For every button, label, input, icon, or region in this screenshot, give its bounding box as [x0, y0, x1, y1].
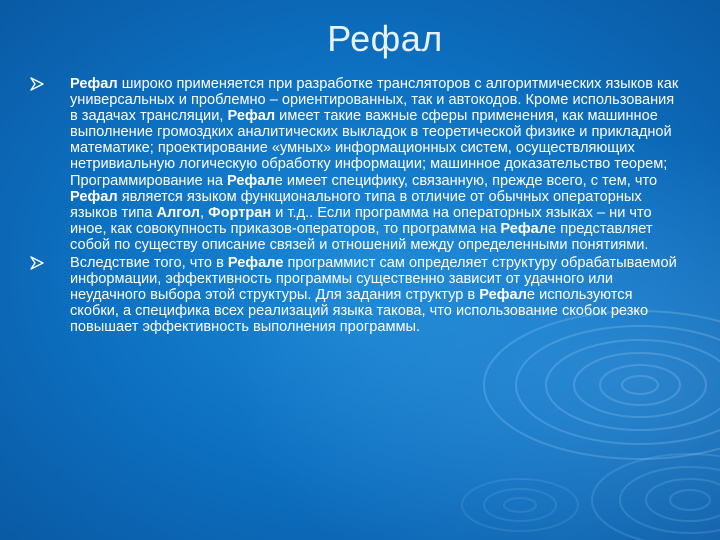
text-run: Вследствие того, что в — [70, 255, 228, 272]
arrowhead-icon — [30, 256, 44, 270]
text-run: е используются скобки, а специфика всех реализаций языка такова, что использование скобок резко повышает эффективность выполнения программы. — [70, 287, 649, 336]
text-run: является языком функционального типа в отличие от обычных операторных языков типа — [70, 188, 642, 221]
bold-term: Рефале — [227, 255, 284, 272]
slide-title: Рефал — [327, 18, 443, 59]
bold-term: Рефал — [70, 188, 118, 205]
slide-body — [30, 76, 685, 336]
text-run: , — [200, 204, 209, 221]
text-run: е представляет собой по существу описание связей и отношений между определенными понятиями. — [70, 220, 653, 253]
arrowhead-icon — [30, 77, 44, 91]
text-run: имеет такие важные сферы применения, как машинное выполнение громоздких аналитических выкладок в теоретической физике и прикладной математике; проектирование «умных» информационных систем, осуществляющих нетривиальную логическую обработку информации; машинное доказательство теорем; Программирование на — [70, 108, 672, 189]
text-run: е имеет специфику, связанную, прежде всего, с тем, что — [274, 172, 658, 189]
bold-term: Рефал — [227, 172, 275, 189]
bold-term: Алгол — [156, 204, 200, 221]
bullet-text — [70, 255, 685, 335]
text-run: и т.д.. Если программа на операторных языках – ни что иное, как совокупность приказов-операторов, то программа на — [70, 204, 652, 237]
bullet-item — [30, 76, 685, 253]
bold-term: Рефал — [227, 108, 276, 125]
bold-term: Рефал — [70, 76, 118, 92]
bold-term: Фортран — [208, 204, 272, 221]
bullet-item — [30, 255, 685, 335]
bold-term: Рефал — [500, 220, 549, 237]
text-run: широко применяется при разработке трансляторов с алгоритмических языков как универсальных и проблемно – ориентированных, так и автокодов. Кроме использования в задачах трансляции, — [70, 76, 679, 125]
bullet-text — [70, 76, 685, 253]
bold-term: Рефал — [479, 287, 527, 304]
text-run: программист сам определяет структуру обрабатываемой информации, эффективность программы существенно зависит от удачного или неудачного выбора этой структуры. Для задания структур в — [70, 255, 677, 304]
